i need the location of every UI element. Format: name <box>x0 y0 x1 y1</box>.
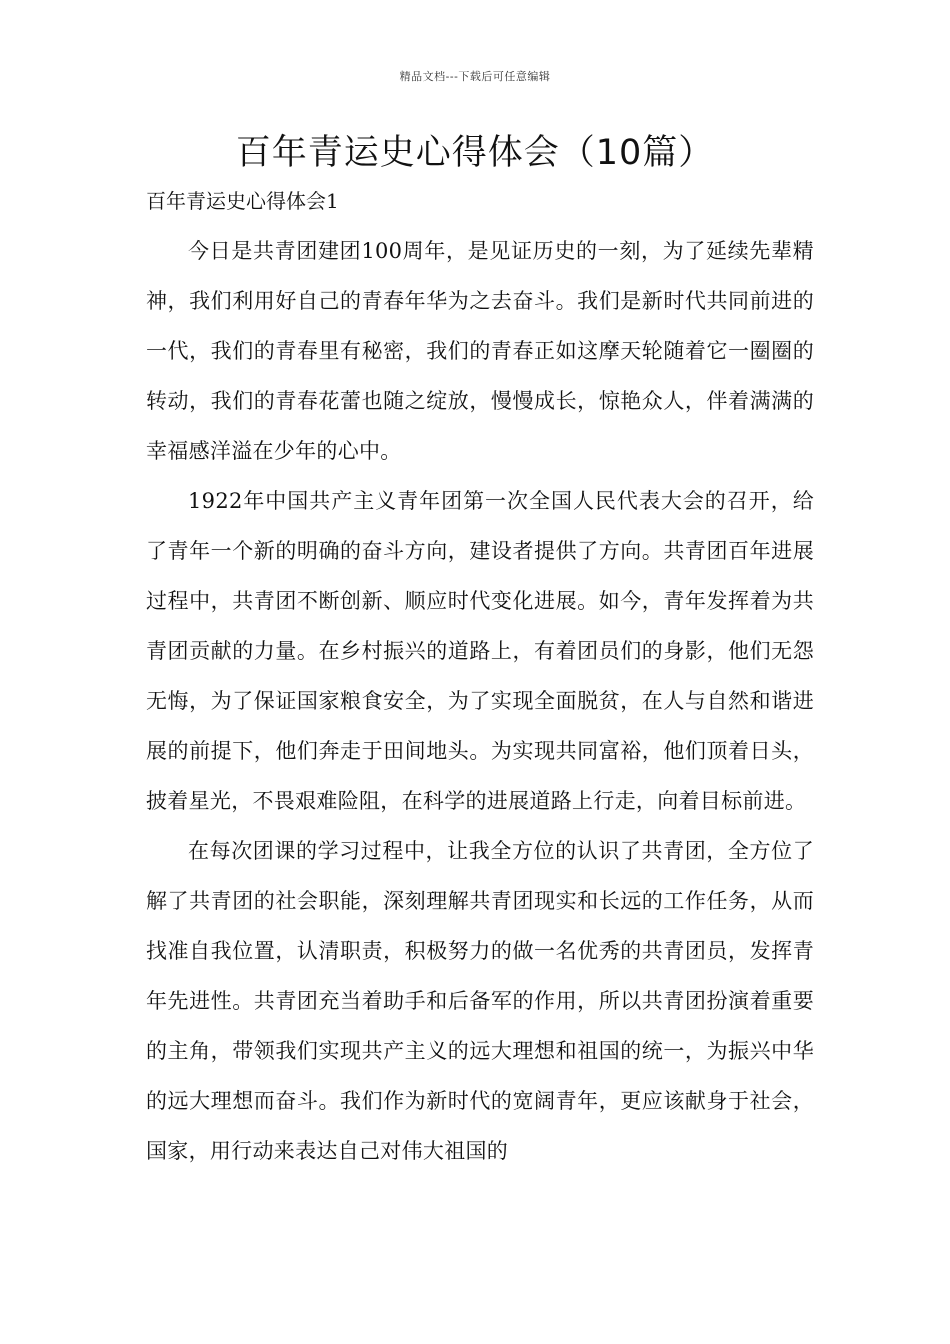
paragraph: 在每次团课的学习过程中，让我全方位的认识了共青团，全方位了解了共青团的社会职能，深刻理解共青团现实和长远的工作任务，从而找准自我位置，认清职责，积极努力的做一名优秀的共青团员，发挥青年先进性。共青团充当着助手和后备军的作用，所以共青团扮演着重要的主角，带领我们实现共产主义的远大理想和祖国的统一，为振兴中华的远大理想而奋斗。我们作为新时代的宽阔青年，更应该献身于社会，国家，用行动来表达自己对伟大祖国的 <box>146 839 814 1163</box>
document-title: 百年青运史心得体会（10篇） <box>235 133 715 173</box>
paragraph: 今日是共青团建团100周年，是见证历史的一刻，为了延续先辈精神，我们利用好自己的青春年华为之去奋斗。我们是新时代共同前进的一代，我们的青春里有秘密，我们的青春正如这摩天轮随着它一圈圈的转动，我们的青春花蕾也随之绽放，慢慢成长，惊艳众人，伴着满满的幸福感洋溢在少年的心中。 <box>146 239 814 463</box>
section-title: 百年青运史心得体会1 <box>146 189 339 213</box>
header-note: 精品文档---下载后可任意编辑 <box>399 70 551 83</box>
paragraph: 1922年中国共产主义青年团第一次全国人民代表大会的召开，给了青年一个新的明确的奋斗方向，建设者提供了方向。共青团百年进展过程中，共青团不断创新、顺应时代变化进展。如今，青年发挥着为共青团贡献的力量。在乡村振兴的道路上，有着团员们的身影，他们无怨无悔，为了保证国家粮食安全，为了实现全面脱贫，在人与自然和谐进展的前提下，他们奔走于田间地头。为实现共同富裕，他们顶着日头，披着星光，不畏艰难险阻，在科学的进展道路上行走，向着目标前进。 <box>146 489 814 813</box>
body-text <box>146 226 814 1176</box>
